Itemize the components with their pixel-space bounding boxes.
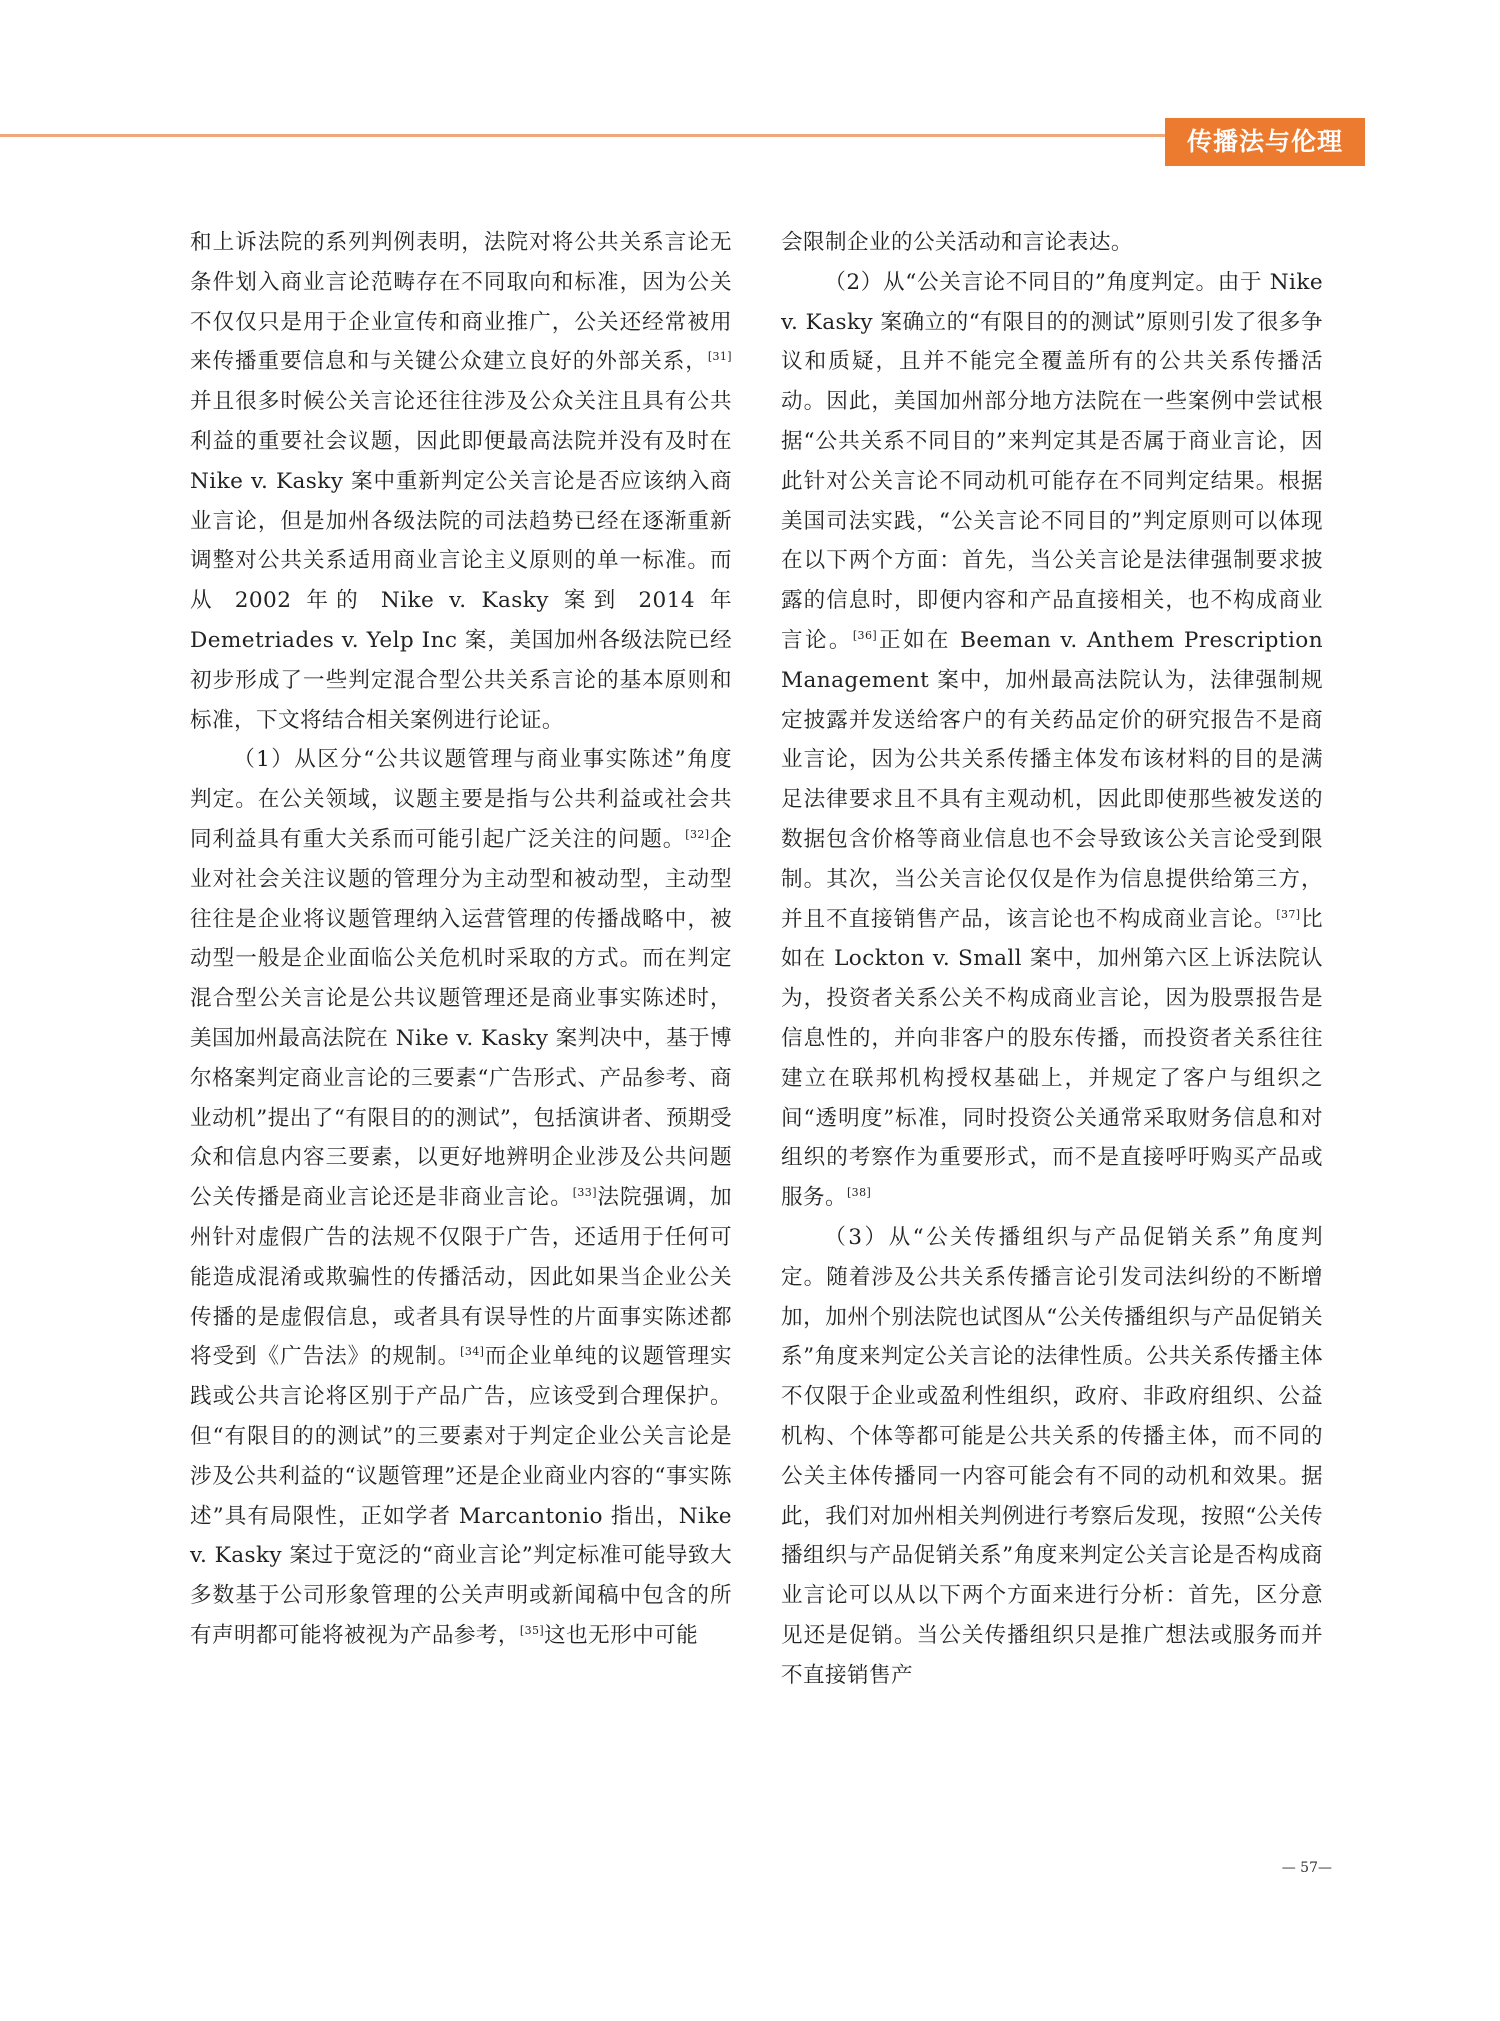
section-title-tag: 传播法与伦理 xyxy=(1165,118,1365,166)
footnote-ref: [31] xyxy=(707,350,732,364)
left-column xyxy=(190,223,732,1656)
paragraph: （1）从区分“公共议题管理与商业事实陈述”角度判定。在公关领域，议题主要是指与公共利益或社会共同利益具有重大关系而可能引起广泛关注的问题。[32]企业对社会关注议题的管理分为主动型和被动型，主动型往往是企业将议题管理纳入运营管理的传播战略中，被动型一般是企业面临公关危机时采取的方式。而在判定混合型公关言论是公共议题管理还是商业事实陈述时，美国加州最高法院在 Nike v. Kasky 案判决中，基于博尔格案判定商业言论的三要素“广告形式、产品参考、商业动机”提出了“有限目的的测试”，包括演讲者、预期受众和信息内容三要素，以更好地辨明企业涉及公共问题公关传播是商业言论还是非商业言论。[33]法院强调，加州针对虚假广告的法规不仅限于广告，还适用于任何可能造成混淆或欺骗性的传播活动，因此如果当企业公关传播的是虚假信息，或者具有误导性的片面事实陈述都将受到《广告法》的规制。[34]而企业单纯的议题管理实践或公共言论将区别于产品广告，应该受到合理保护。但“有限目的的测试”的三要素对于判定企业公关言论是涉及公共利益的“议题管理”还是企业商业内容的“事实陈述”具有局限性，正如学者 Marcantonio 指出，Nike v. Kasky 案过于宽泛的“商业言论”判定标准可能导致大多数基于公司形象管理的公关声明或新闻稿中包含的所有声明都可能将被视为产品参考，[35]这也无形中可能 xyxy=(190,747,732,1648)
footnote-ref: [35] xyxy=(519,1623,545,1637)
right-column xyxy=(781,223,1323,1695)
footnote-ref: [36] xyxy=(852,628,878,642)
paragraph: 和上诉法院的系列判例表明，法院对将公共关系言论无条件划入商业言论范畴存在不同取向和标准，因为公关不仅仅只是用于企业宣传和商业推广，公关还经常被用来传播重要信息和与关键公众建立良好的外部关系，[31]并且很多时候公关言论还往往涉及公众关注且具有公共利益的重要社会议题，因此即便最高法院并没有及时在 Nike v. Kasky 案中重新判定公关言论是否应该纳入商业言论，但是加州各级法院的司法趋势已经在逐渐重新调整对公共关系适用商业言论主义原则的单一标准。而从 2002 年的 Nike v. Kasky 案到 2014 年 Demetriades v. Yelp Inc 案，美国加州各级法院已经初步形成了一些判定混合型公共关系言论的基本原则和标准，下文将结合相关案例进行论证。 xyxy=(190,230,732,733)
footnote-ref: [38] xyxy=(846,1185,872,1199)
paragraph: 会限制企业的公关活动和言论表达。 xyxy=(781,230,1133,255)
footnote-ref: [32] xyxy=(685,827,710,841)
paragraph: （2）从“公关言论不同目的”角度判定。由于 Nike v. Kasky 案确立的“有限目的的测试”原则引发了很多争议和质疑，且并不能完全覆盖所有的公共关系传播活动。因此，美国加州部分地方法院在一些案例中尝试根据“公共关系不同目的”来判定其是否属于商业言论，因此针对公关言论不同动机可能存在不同判定结果。根据美国司法实践，“公关言论不同目的”判定原则可以体现在以下两个方面：首先，当公关言论是法律强制要求披露的信息时，即便内容和产品直接相关，也不构成商业言论。[36]正如在 Beeman v. Anthem Prescription Management 案中，加州最高法院认为，法律强制规定披露并发送给客户的有关药品定价的研究报告不是商业言论，因为公共关系传播主体发布该材料的目的是满足法律要求且不具有主观动机，因此即使那些被发送的数据包含价格等商业信息也不会导致该公关言论受到限制。其次，当公关言论仅仅是作为信息提供给第三方，并且不直接销售产品，该言论也不构成商业言论。[37]比如在 Lockton v. Small 案中，加州第六区上诉法院认为，投资者关系公关不构成商业言论，因为股票报告是信息性的，并向非客户的股东传播，而投资者关系往往建立在联邦机构授权基础上，并规定了客户与组织之间“透明度”标准，同时投资公关通常采取财务信息和对组织的考察作为重要形式，而不是直接呼吁购买产品或服务。[38] xyxy=(781,269,1323,1211)
footnote-ref: [34] xyxy=(460,1345,485,1359)
footnote-ref: [37] xyxy=(1276,907,1301,921)
footnote-ref: [33] xyxy=(572,1185,597,1199)
header-rule xyxy=(0,134,1170,137)
page-number: — 57— xyxy=(1281,1860,1332,1876)
paragraph: （3）从“公关传播组织与产品促销关系”角度判定。随着涉及公共关系传播言论引发司法纠纷的不断增加，加州个别法院也试图从“公关传播组织与产品促销关系”角度来判定公关言论的法律性质。公共关系传播主体不仅限于企业或盈利性组织，政府、非政府组织、公益机构、个体等都可能是公共关系的传播主体，而不同的公关主体传播同一内容可能会有不同的动机和效果。据此，我们对加州相关判例进行考察后发现，按照“公关传播组织与产品促销关系”角度来判定公关言论是否构成商业言论可以从以下两个方面来进行分析：首先，区分意见还是促销。当公关传播组织只是推广想法或服务而并不直接销售产 xyxy=(781,1224,1323,1688)
